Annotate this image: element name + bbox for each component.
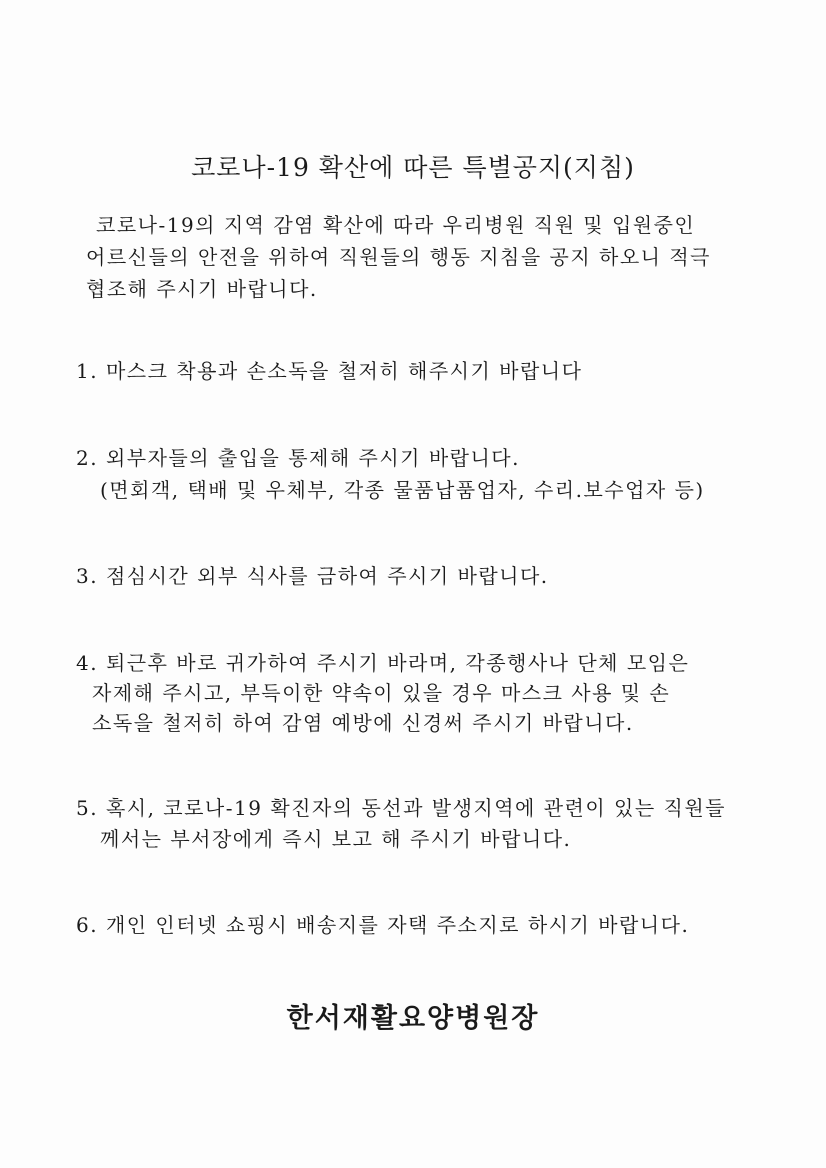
intro-line-3: 협조해 주시기 바랍니다. <box>86 277 318 301</box>
item-2-line-1: 2. 외부자들의 출입을 통제해 주시기 바랍니다. <box>76 446 520 470</box>
signature: 한서재활요양병원장 <box>286 1003 540 1034</box>
item-1-line-1: 1. 마스크 착용과 손소독을 철저히 해주시기 바랍니다 <box>76 359 583 383</box>
intro-line-2: 어르신들의 안전을 위하여 직원들의 행동 지침을 공지 하오니 적극 <box>86 245 711 269</box>
item-3-line-1: 3. 점심시간 외부 식사를 금하여 주시기 바랍니다. <box>76 564 549 588</box>
item-6-line-1: 6. 개인 인터넷 쇼핑시 배송지를 자택 주소지로 하시기 바랍니다. <box>76 913 690 937</box>
notice-title: 코로나-19 확산에 따른 특별공지(지침) <box>191 153 635 182</box>
item-4-line-3: 소독을 철저히 하여 감염 예방에 신경써 주시기 바랍니다. <box>92 711 634 735</box>
item-4-line-2: 자제해 주시고, 부득이한 약속이 있을 경우 마스크 사용 및 손 <box>92 681 671 705</box>
intro-line-1: 코로나-19의 지역 감염 확산에 따라 우리병원 직원 및 입원중인 <box>96 213 696 237</box>
item-4-line-1: 4. 퇴근후 바로 귀가하여 주시기 바라며, 각종행사나 단체 모임은 <box>76 651 690 675</box>
item-2-line-2: (면회객, 택배 및 우체부, 각종 물품납품업자, 수리.보수업자 등) <box>100 478 705 502</box>
item-5-line-1: 5. 혹시, 코로나-19 확진자의 동선과 발생지역에 관련이 있는 직원들 <box>76 796 727 820</box>
item-5-line-2: 께서는 부서장에게 즉시 보고 해 주시기 바랍니다. <box>100 827 572 851</box>
